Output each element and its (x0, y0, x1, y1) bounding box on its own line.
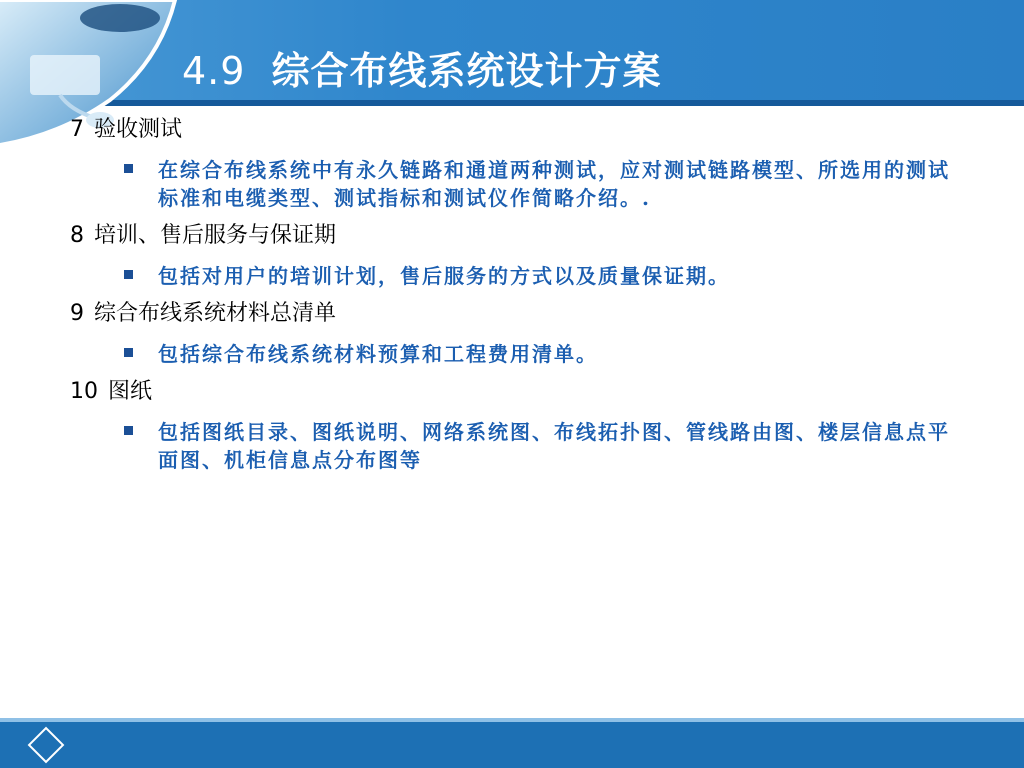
footer-bar (0, 722, 1024, 768)
section-heading: 7 验收测试 (70, 117, 183, 142)
title-number: 4.9 (182, 49, 246, 93)
square-bullet-icon (124, 164, 133, 173)
bullet-item: 包括综合布线系统材料预算和工程费用清单。 (70, 340, 970, 368)
square-bullet-icon (124, 270, 133, 279)
title-text: 综合布线系统设计方案 (271, 49, 662, 93)
bullet-item: 在综合布线系统中有永久链路和通道两种测试，应对测试链路模型、所选用的测试标准和电缆类型、测试指标和测试仪作简略介绍。. (70, 156, 970, 212)
bullet-item: 包括图纸目录、图纸说明、网络系统图、布线拓扑图、管线路由图、楼层信息点平面图、机柜信息点分布图等 (70, 418, 970, 474)
square-bullet-icon (124, 348, 133, 357)
bullet-item: 包括对用户的培训计划，售后服务的方式以及质量保证期。 (70, 262, 970, 290)
section-heading: 8 培训、售后服务与保证期 (70, 223, 337, 248)
content-list (70, 114, 970, 482)
square-bullet-icon (124, 426, 133, 435)
page-title (182, 40, 661, 95)
section-heading: 9 综合布线系统材料总清单 (70, 301, 337, 326)
section-heading: 10 图纸 (70, 379, 153, 404)
